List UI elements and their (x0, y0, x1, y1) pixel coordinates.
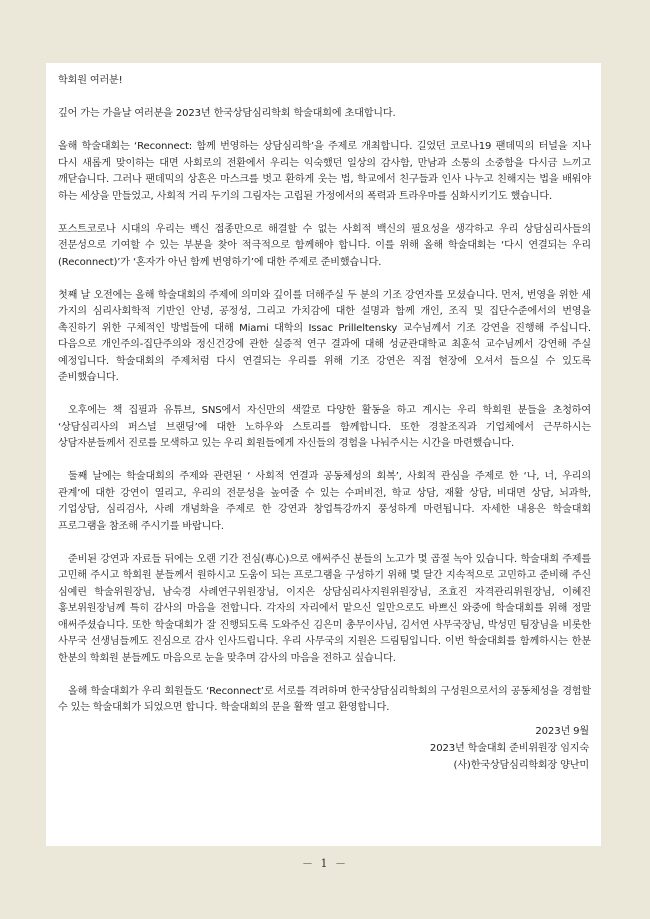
paragraph-closing: 올해 학술대회가 우리 회원들도 ‘Reconnect’로 서로를 격려하며 한국상담심리학회의 구성원으로서의 공동체성을 경험할 수 있는 학술대회가 되었으면 합니다. 학술대회의 문을 활짝 열고 환영합니다. (58, 685, 591, 713)
signature-date: 2023년 9월 (535, 726, 589, 737)
signature-chair: 2023년 학술대회 준비위원장 임지숙 (429, 743, 589, 754)
paragraph-post-corona: 포스트코로나 시대의 우리는 백신 접종만으로 해결할 수 없는 사회적 백신의 필요성을 생각하고 우리 상담심리사들의 전문성으로 기여할 수 있는 부분을 찾아 적극적으로 함께해야 합니다. 이를 위해 올해 학술대회는 ‘다시 연결되는 우리(Reconnect)’가 ‘혼자가 아닌 함께 번영하기’에 대한 주제로 준비했습니다. (58, 223, 591, 268)
paragraph-thanks: 준비된 강연과 자료들 뒤에는 오랜 기간 전심(專心)으로 애써주신 분들의 노고가 몇 곱절 녹아 있습니다. 학술대회 주제를 고민해 주시고 학회원 분들께서 원하시고 도움이 되는 프로그램을 구성하기 위해 몇 달간 지속적으로 고민하고 준비해 주신 심예린 학술위원장님, 남숙경 사례연구위원장님, 이지은 상담심리사지원위원장님, 조효진 자격관리위원장님, 이혜진 홍보위원장님께 특히 감사의 마음을 전합니다. 각자의 자리에서 맡으신 일만으로도 바쁘신 와중에 학술대회를 위해 정말 애써주셨습니다. 또한 학술대회가 잘 진행되도록 도와주신 김은미 총무이사님, 김서연 사무국장님, 박성민 팀장님을 비롯한 사무국 선생님들께도 진심으로 감사 인사드립니다. 우리 사무국의 지원은 드림팀입니다. 이번 학술대회를 함께하시는 한분 한분의 학회원 분들께도 마음으로 눈을 맞추며 감사의 마음을 전하고 싶습니다. (58, 553, 591, 664)
paragraph-theme: 올해 학술대회는 ‘Reconnect: 함께 번영하는 상담심리학’을 주제로 개최합니다. 길었던 코로나19 팬데믹의 터널을 지나 다시 새롭게 맞이하는 대면 사회로의 전환에서 우리는 익숙했던 일상의 감사함, 만남과 소통의 소중함을 다시금 느끼고 깨닫습니다. 그러나 팬데믹의 상흔은 마스크를 벗고 환하게 웃는 법, 학교에서 친구들과 인사 나누고 친해지는 법을 배워야 하는 세상을 만들었고, 사회적 거리 두기의 그림자는 고립된 가정에서의 폭력과 트라우마를 심화시키기도 했습니다. (58, 141, 591, 202)
greeting: 학회원 여러분! (58, 75, 123, 86)
signature-president: (사)한국상담심리학회장 양난미 (453, 760, 589, 771)
paragraph-afternoon: 오후에는 책 집필과 유튜브, SNS에서 자신만의 색깔로 다양한 활동을 하고 계시는 우리 학회원 분들을 초청하여 ‘상담심리사의 퍼스널 브랜딩’에 대한 노하우와 스토리를 함께합니다. 또한 경찰조직과 기업체에서 근무하시는 상담자분들께서 진로를 모색하고 있는 우리 회원들에게 자신들의 경험을 나눠주시는 시간을 마련했습니다. (58, 405, 591, 449)
paragraph-day-two: 둘째 날에는 학술대회의 주제와 관련된 ‘ 사회적 연결과 공동체성의 회복’, 사회적 관심을 주제로 한 ‘나, 너, 우리의 관계’에 대한 강연이 열리고, 우리의 전문성을 높여줄 수 있는 수퍼비전, 학교 상담, 재활 상담, 비대면 상담, 뇌과학, 기업상담, 심리검사, 사례 개념화을 주제로 한 강연과 창업특강까지 풍성하게 마련됩니다. 자세한 내용은 학술대회 프로그램을 참조해 주시기를 바랍니다. (58, 471, 591, 532)
signature-block (430, 723, 589, 774)
paragraph-keynote: 첫째 날 오전에는 올해 학술대회의 주제에 의미와 깊이를 더해주실 두 분의 기조 강연자를 모셨습니다. 먼저, 번영을 위한 세 가지의 심리사회학적 기반인 안녕, 공정성, 그리고 가치감에 대한 설명과 함께 개인, 조직 및 집단수준에서의 번영을 촉진하기 위한 구체적인 방법들에 대해 Miami 대학의 Issac Prilleltensky 교수님께서 기조 강연을 진행해 주십니다. 다음으로 개인주의-집단주의와 정신건강에 관한 실증적 연구 결과에 대해 성균관대학교 최훈석 교수님께서 강연해 주실 예정입니다. 학술대회의 주제처럼 다시 연결되는 우리를 위해 기조 강연은 직접 현장에 오셔서 들으실 수 있도록 준비했습니다. (58, 289, 591, 383)
page-number: － 1 － (302, 857, 348, 870)
paragraph-invitation: 깊어 가는 가을날 여러분을 2023년 한국상담심리학회 학술대회에 초대합니다. (58, 108, 396, 119)
letter-page (46, 63, 601, 846)
